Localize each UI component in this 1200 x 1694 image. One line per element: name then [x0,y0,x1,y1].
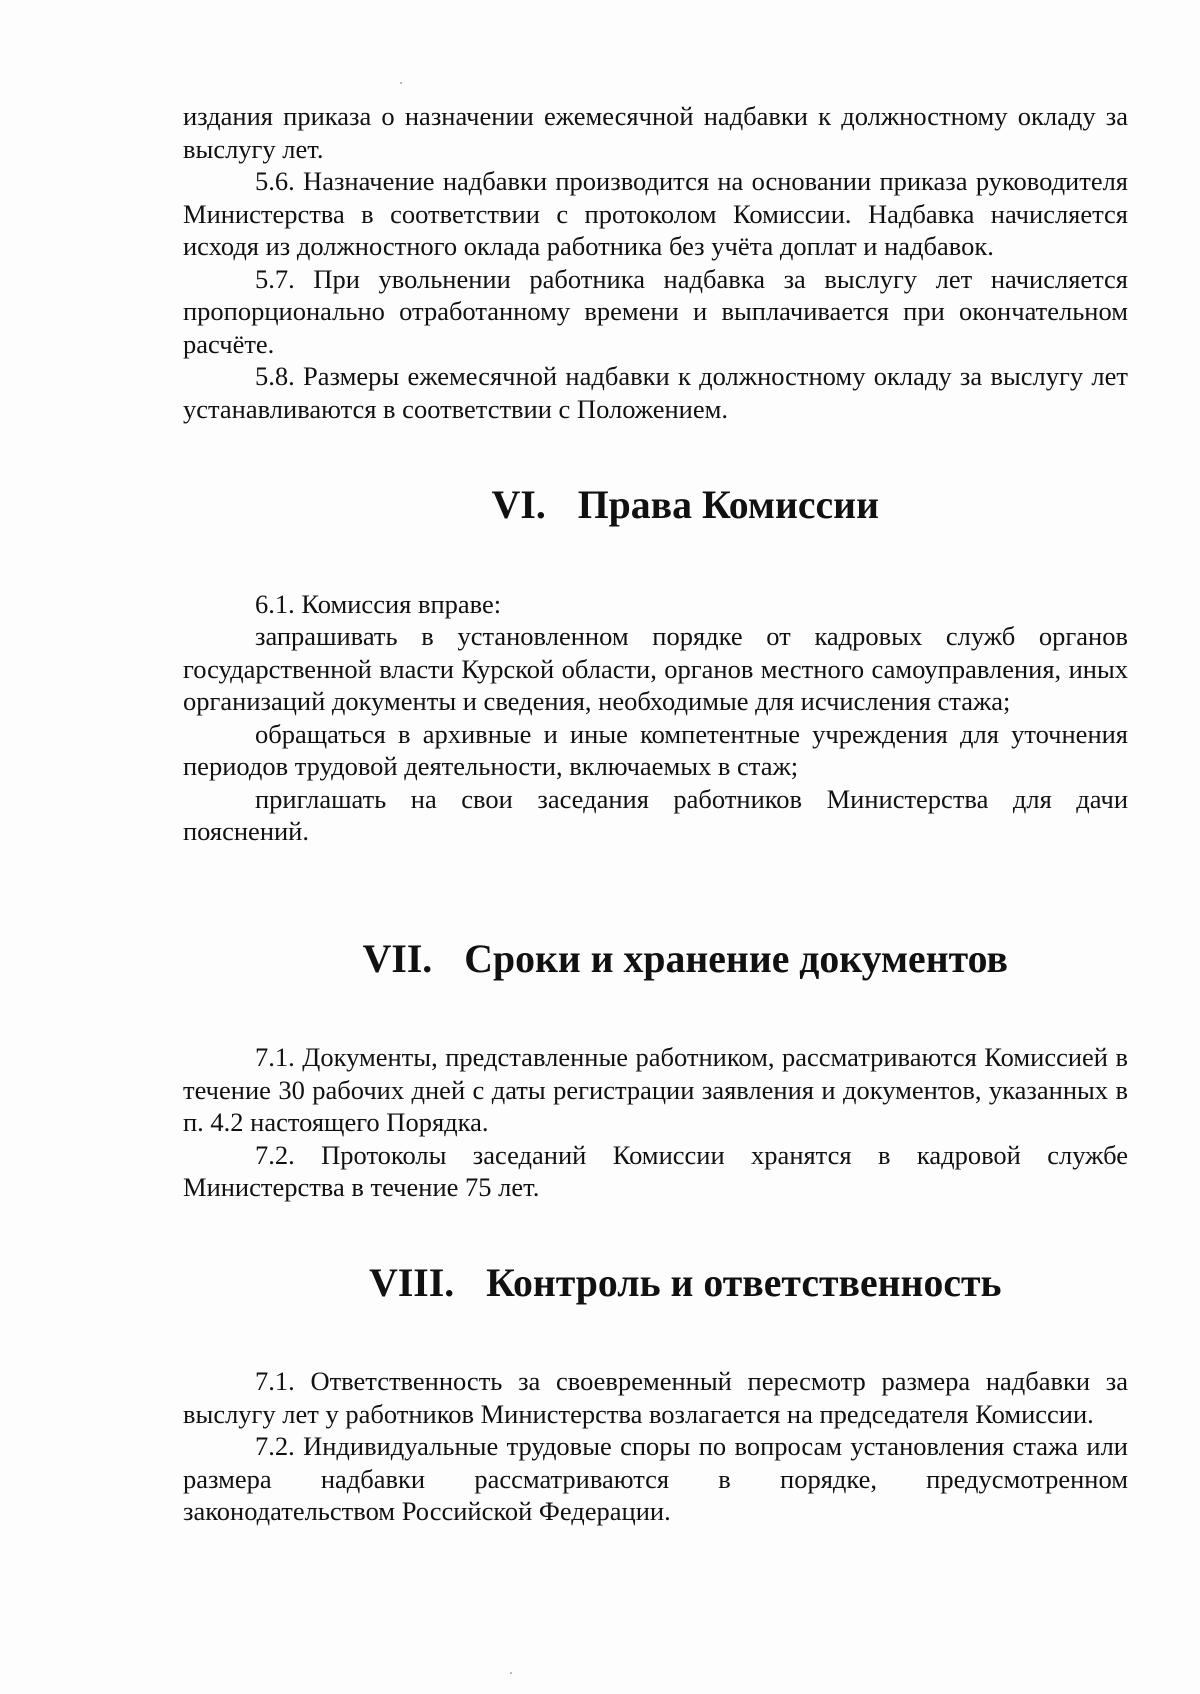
paragraph-8-7-1: 7.1. Ответственность за своевременный пересмотр размера надбавки за выслугу лет у работников Министерства возлагается на председателя Комиссии. [183,1366,1128,1429]
paragraph-7-2: 7.2. Протоколы заседаний Комиссии хранятся в кадровой службе Министерства в течение 75 лет. [183,1139,1128,1202]
section-7-heading [183,911,1128,1009]
section-7-title: Сроки и хранение документов [464,937,1008,981]
paragraph-6-1-request: запрашивать в установленном порядке от кадровых служб органов государственной власти Курской области, органов местного самоуправления, иных организаций документы и сведения, необходимые для исчисления стажа; [183,621,1128,716]
paragraph-7-1: 7.1. Документы, представленные работником, рассматриваются Комиссией в течение 30 рабочих дней с даты регистрации заявления и документов, указанных в п. 4.2 настоящего Порядка. [183,1042,1128,1137]
section-8-heading [183,1235,1128,1333]
paragraph-6-1-invite: приглашать на свои заседания работников Министерства для дачи пояснений. [183,783,1128,846]
paragraph-6-1: 6.1. Комиссия вправе: [255,588,502,619]
paragraph-5-6: 5.6. Назначение надбавки производится на основании приказа руководителя Министерства в соответствии с протоколом Комиссии. Надбавка начисляется исходя из должностного оклада работника без учёта доплат и надбавок. [183,166,1128,261]
section-7-number: VII. [362,937,433,981]
section-6-title: Права Комиссии [577,482,879,527]
scan-speck-bottom [510,1672,512,1674]
paragraph-8-7-2: 7.2. Индивидуальные трудовые споры по вопросам установления стажа или размера надбавки рассматриваются в порядке, предусмотренном законодательством Российской Федерации. [183,1431,1128,1526]
scan-speck-top [400,82,402,84]
section-6-heading [183,456,1128,554]
document-body [183,100,1128,1528]
paragraph-continuation: издания приказа о назначении ежемесячной надбавки к должностному окладу за выслугу лет. [183,101,1128,164]
paragraph-5-7: 5.7. При увольнении работника надбавка за выслугу лет начисляется пропорционально отработанному времени и выплачивается при окончательном расчёте. [183,263,1128,359]
section-8-number: VIII. [369,1261,455,1305]
paragraph-5-8: 5.8. Размеры ежемесячной надбавки к должностному окладу за выслугу лет устанавливаются в соответствии с Положением. [183,361,1128,424]
section-8-title: Контроль и ответственность [486,1261,1002,1305]
paragraph-6-1-archives: обращаться в архивные и иные компетентные учреждения для уточнения периодов трудовой деятельности, включаемых в стаж; [183,718,1128,781]
section-6-number: VI. [491,482,546,527]
